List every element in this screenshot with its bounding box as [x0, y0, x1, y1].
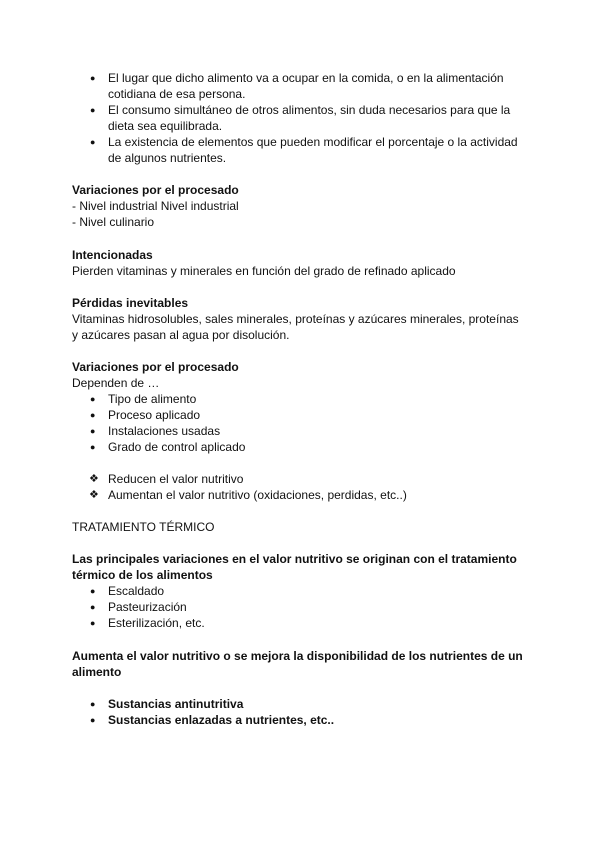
bullet-line: ● La existencia de elementos que pueden modificar el porcentaje o la actividad — [108, 135, 518, 149]
list-item: ● Sustancias enlazadas a nutrientes, etc.. — [72, 712, 532, 728]
text-line: Vitaminas hidrosolubles, sales minerales, proteínas y azúcares minerales, proteínas — [72, 312, 519, 326]
section-heading: Intencionadas — [72, 248, 153, 262]
treatment-list — [72, 583, 532, 631]
text-line: Pierden vitaminas y minerales en función del grado de refinado aplicado — [72, 264, 456, 278]
list-item: ● Proceso aplicado — [72, 407, 532, 423]
list-item: ● Instalaciones usadas — [72, 423, 532, 439]
bullet-line: cotidiana de esa persona. — [108, 87, 246, 101]
section-processing-factors — [72, 359, 532, 503]
section-tratamiento-termico — [72, 519, 532, 631]
top-bullet-list — [72, 70, 532, 166]
list-item: ● Escaldado — [72, 583, 532, 599]
list-item: ❖ Aumentan el valor nutritivo (oxidaciones, perdidas, etc..) — [72, 487, 532, 503]
section-heading: Las principales variaciones en el valor nutritivo se originan con el tratamiento — [72, 552, 517, 566]
bullet-line: de algunos nutrientes. — [108, 151, 227, 165]
section-nutritive-increase — [72, 648, 532, 728]
bullet-line: dieta sea equilibrada. — [108, 119, 223, 133]
section-heading: Variaciones por el procesado — [72, 183, 239, 197]
text-line: - Nivel culinario — [72, 215, 155, 229]
text-line: - Nivel industrial Nivel industrial — [72, 199, 239, 213]
section-processing-levels — [72, 182, 532, 230]
section-title: TRATAMIENTO TÉRMICO — [72, 520, 215, 534]
section-heading: Pérdidas inevitables — [72, 296, 189, 310]
section-heading: térmico de los alimentos — [72, 568, 213, 582]
effect-list — [72, 471, 532, 503]
list-item: ● Esterilización, etc. — [72, 615, 532, 631]
section-heading: Aumenta el valor nutritivo o se mejora la disponibilidad de los nutrientes de un — [72, 649, 523, 663]
substance-list — [72, 696, 532, 728]
section-heading: Variaciones por el procesado — [72, 360, 239, 374]
list-item: ● Tipo de alimento — [72, 391, 532, 407]
list-item: ● Pasteurización — [72, 599, 532, 615]
list-item: ● Sustancias antinutritiva — [72, 696, 532, 712]
bullet-line: ● El lugar que dicho alimento va a ocupar en la comida, o en la alimentación — [108, 71, 504, 85]
bullet-line: ● El consumo simultáneo de otros alimentos, sin duda necesarios para que la — [108, 103, 511, 117]
section-perdidas-inevitables — [72, 295, 532, 343]
factor-list — [72, 391, 532, 455]
text-line: Dependen de … — [72, 376, 160, 390]
list-item — [72, 134, 532, 166]
list-item — [72, 102, 532, 134]
list-item: ❖ Reducen el valor nutritivo — [72, 471, 532, 487]
section-intencionadas — [72, 247, 532, 279]
list-item — [72, 70, 532, 102]
text-line: y azúcares pasan al agua por disolución. — [72, 328, 290, 342]
list-item: ● Grado de control aplicado — [72, 439, 532, 455]
section-heading: alimento — [72, 665, 122, 679]
